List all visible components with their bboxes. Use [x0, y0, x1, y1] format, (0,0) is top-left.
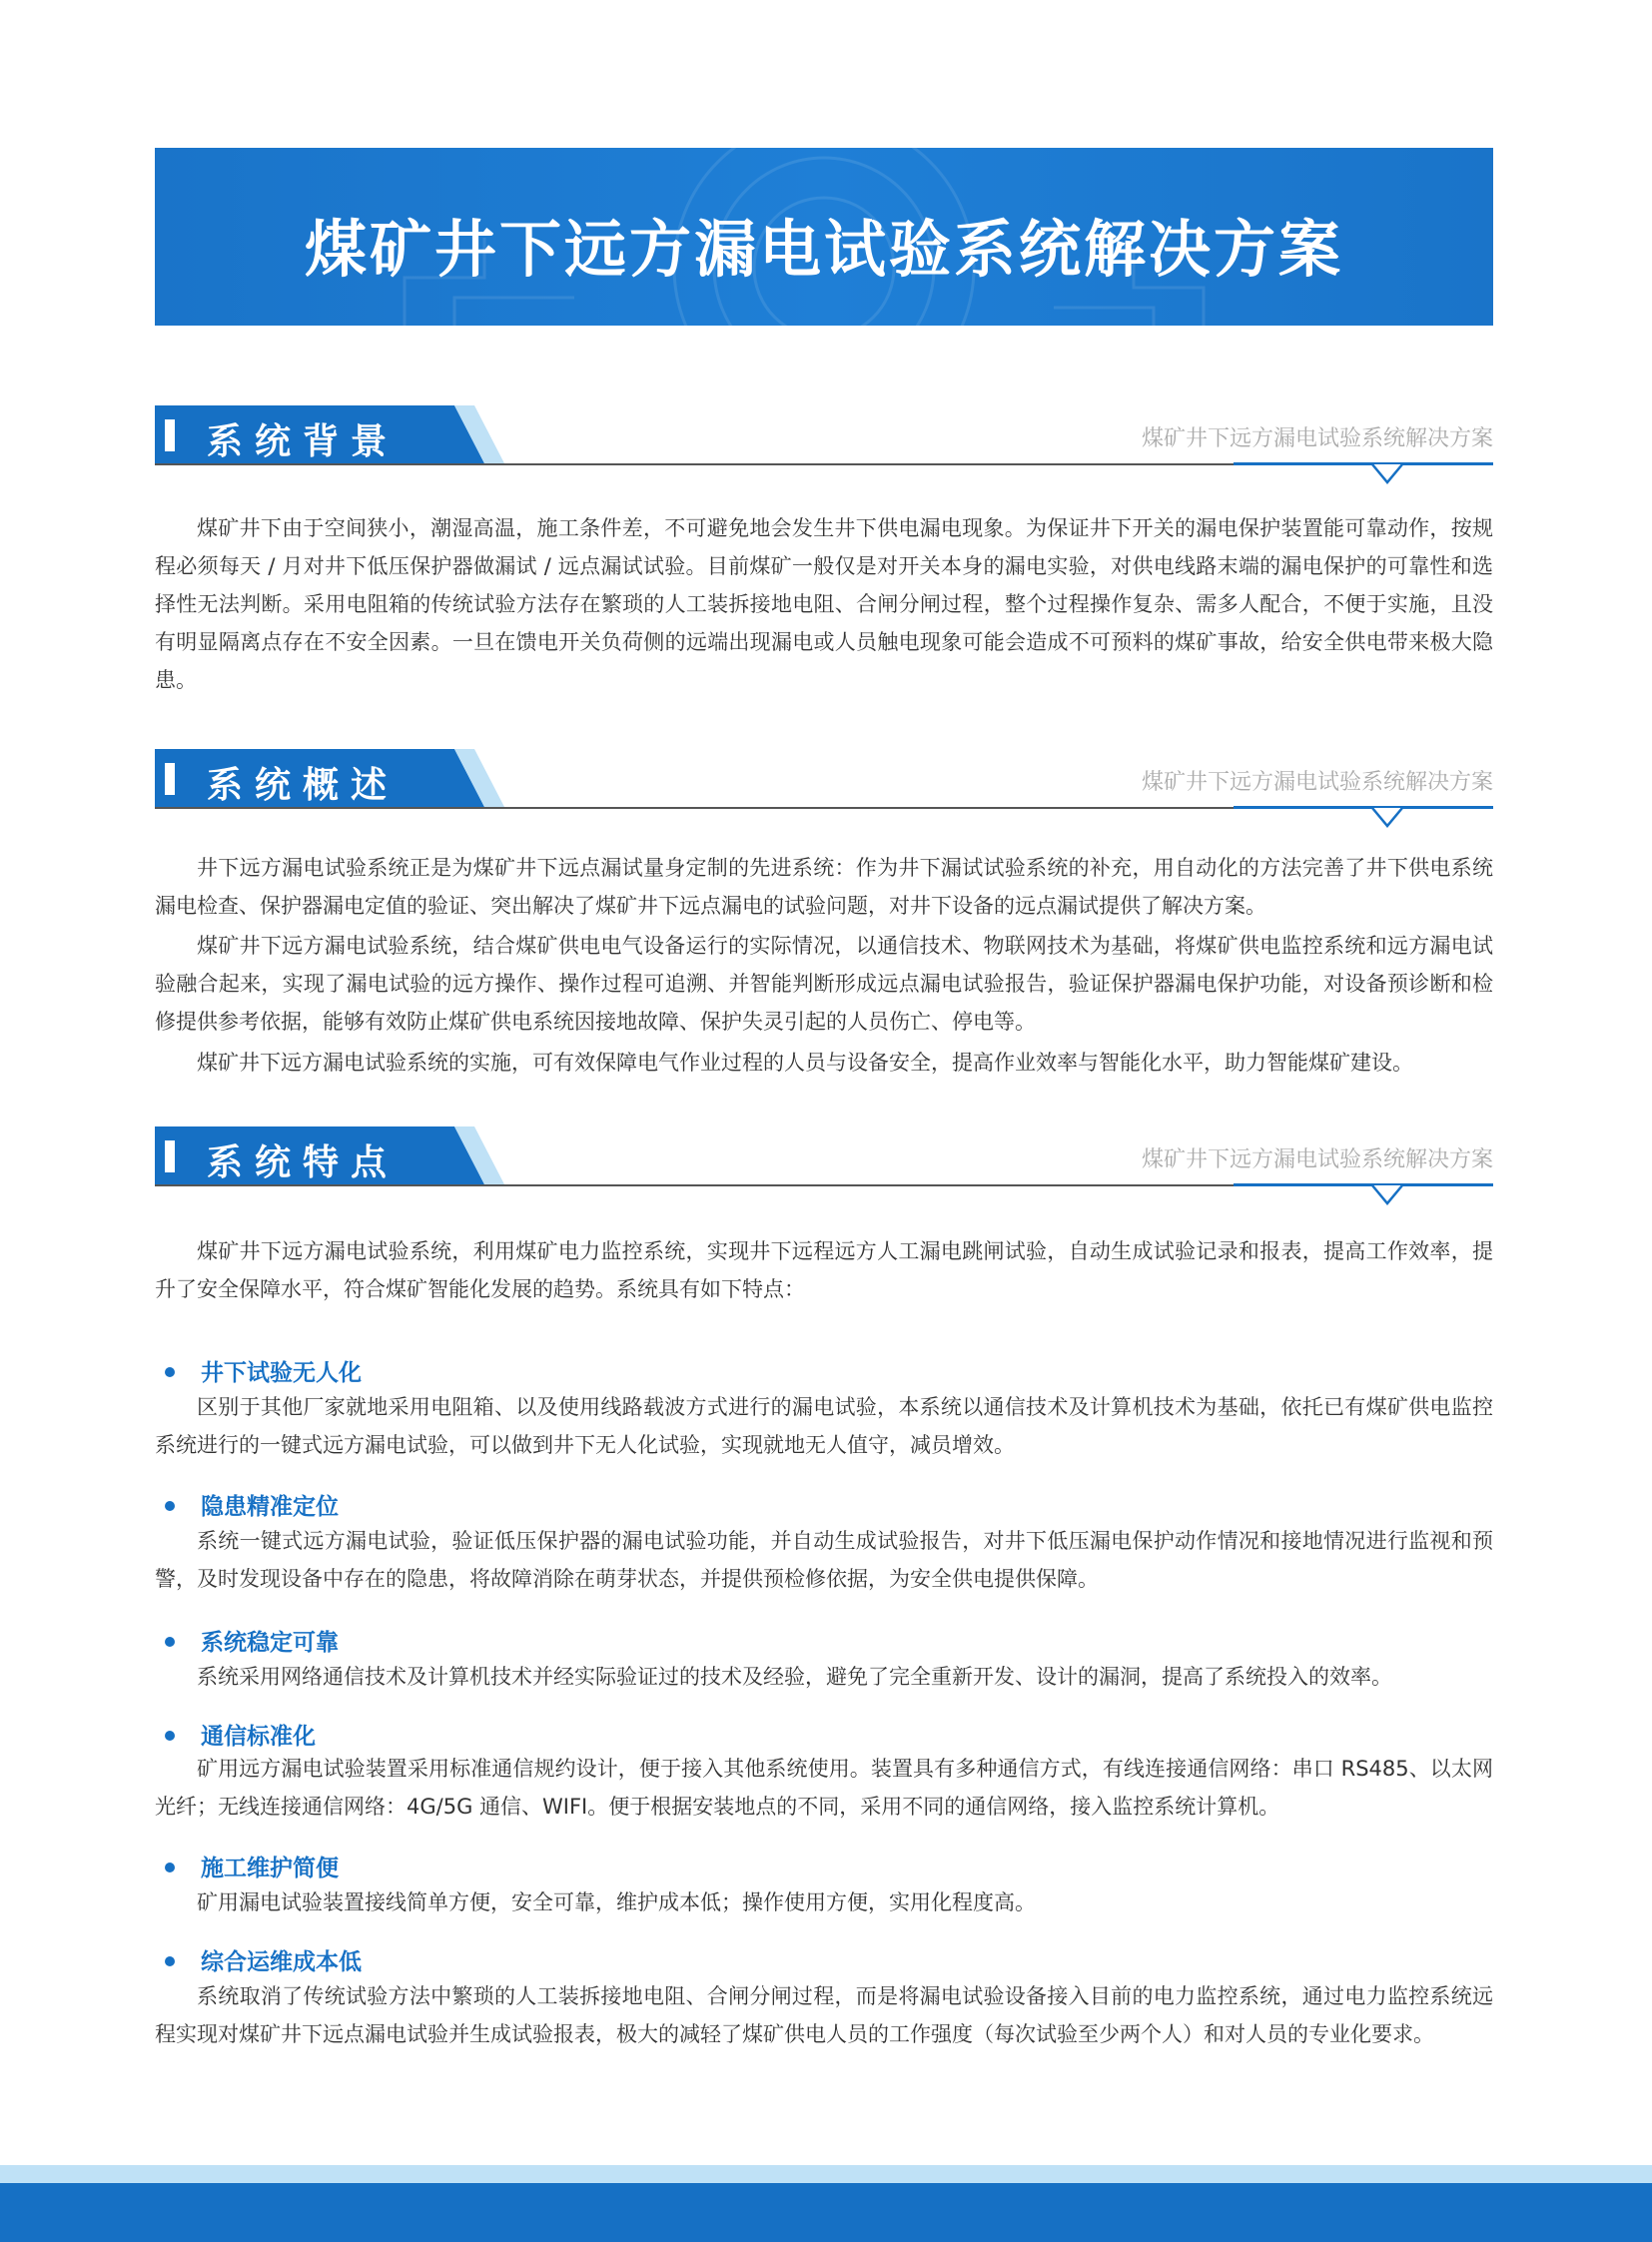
feature-title [165, 1624, 339, 1657]
chevron-down-icon [1370, 462, 1404, 486]
section-title: 系统背景 [207, 421, 400, 462]
bullet-icon [165, 1637, 175, 1647]
feature-description: 系统采用网络通信技术及计算机技术并经实际验证过的技术及经验，避免了完全重新开发、设计的漏洞，提高了系统投入的效率。 [197, 1665, 1392, 1689]
section-divider-accent [1234, 1183, 1493, 1186]
feature-description: 区别于其他厂家就地采用电阻箱、以及使用线路载波方式进行的漏电试验，本系统以通信技术及计算机技术为基础，依托已有煤矿供电监控系统进行的一键式远方漏电试验，可以做到井下无人化试验，实现就地无人值守，减员增效。 [155, 1395, 1493, 1457]
section-title: 系统概述 [207, 765, 400, 806]
paragraph: 煤矿井下由于空间狭小，潮湿高温，施工条件差，不可避免地会发生井下供电漏电现象。为保证井下开关的漏电保护装置能可靠动作，按规程必须每天 / 月对井下低压保护器做漏试 / 远点漏试试验。目前煤矿一般仅是对开关本身的漏电实验，对供电线路末端的漏电保护的可靠性和选择性无法判断。采用电阻箱的传统试验方法存在繁琐的人工装拆接地电阻、合闸分闸过程，整个过程操作复杂、需多人配合，不便于实施，且没有明显隔离点存在不安全因素。一旦在馈电开关负荷侧的远端出现漏电或人员触电现象可能会造成不可预料的煤矿事故，给安全供电带来极大隐患。 [155, 516, 1493, 692]
section-divider-accent [1234, 462, 1493, 465]
feature-title-text: 井下试验无人化 [201, 1360, 362, 1386]
feature-description: 系统取消了传统试验方法中繁琐的人工装拆接地电阻、合闸分闸过程，而是将漏电试验设备接入目前的电力监控系统，通过电力监控系统远程实现对煤矿井下远点漏电试验并生成试验报表，极大的减轻了煤矿供电人员的工作强度（每次试验至少两个人）和对人员的专业化要求。 [155, 1984, 1493, 2046]
footer-band [0, 2183, 1652, 2242]
paragraph: 煤矿井下远方漏电试验系统，利用煤矿电力监控系统，实现井下远程远方人工漏电跳闸试验，自动生成试验记录和报表，提高工作效率，提升了安全保障水平，符合煤矿智能化发展的趋势。系统具有如下特点： [155, 1239, 1493, 1301]
feature-title [165, 1488, 339, 1521]
title-banner [155, 148, 1493, 326]
section-title: 系统特点 [207, 1142, 400, 1183]
feature-title [165, 1943, 362, 1976]
section-header-overview [155, 749, 1493, 819]
feature-title [165, 1850, 339, 1882]
section-marker [165, 419, 175, 451]
bullet-icon [165, 1956, 175, 1966]
paragraph: 煤矿井下远方漏电试验系统的实施，可有效保障电气作业过程的人员与设备安全，提高作业效率与智能化水平，助力智能煤矿建设。 [197, 1051, 1413, 1075]
section-header-background [155, 405, 1493, 475]
section-marker [165, 763, 175, 795]
page-title: 煤矿井下远方漏电试验系统解决方案 [304, 213, 1343, 286]
chevron-down-icon [1370, 806, 1404, 830]
feature-title [165, 1718, 316, 1751]
section-subtitle: 煤矿井下远方漏电试验系统解决方案 [1141, 426, 1493, 451]
bullet-icon [165, 1501, 175, 1511]
bullet-icon [165, 1367, 175, 1377]
paragraph: 井下远方漏电试验系统正是为煤矿井下远点漏试量身定制的先进系统：作为井下漏试试验系统的补充，用自动化的方法完善了井下供电系统漏电检查、保护器漏电定值的验证、突出解决了煤矿井下远点漏电的试验问题，对井下设备的远点漏试提供了解决方案。 [155, 856, 1493, 918]
chevron-down-icon [1370, 1183, 1404, 1207]
paragraph: 煤矿井下远方漏电试验系统，结合煤矿供电电气设备运行的实际情况，以通信技术、物联网技术为基础，将煤矿供电监控系统和远方漏电试验融合起来，实现了漏电试验的远方操作、操作过程可追溯、并智能判断形成远点漏电试验报告，验证保护器漏电保护功能，对设备预诊断和检修提供参考依据，能够有效防止煤矿供电系统因接地故障、保护失灵引起的人员伤亡、停电等。 [155, 934, 1493, 1034]
section-subtitle: 煤矿井下远方漏电试验系统解决方案 [1141, 1147, 1493, 1172]
feature-title-text: 施工维护简便 [201, 1856, 339, 1881]
feature-title-text: 通信标准化 [201, 1724, 316, 1750]
feature-title [165, 1354, 362, 1387]
feature-description: 系统一键式远方漏电试验，验证低压保护器的漏电试验功能，并自动生成试验报告，对井下低压漏电保护动作情况和接地情况进行监视和预警，及时发现设备中存在的隐患，将故障消除在萌芽状态，并提供预检修依据，为安全供电提供保障。 [155, 1529, 1493, 1591]
section-divider-accent [1234, 806, 1493, 809]
section-marker [165, 1140, 175, 1172]
footer-accent-band [0, 2165, 1652, 2183]
feature-description: 矿用远方漏电试验装置采用标准通信规约设计，便于接入其他系统使用。装置具有多种通信方式，有线连接通信网络：串口 RS485、以太网光纤；无线连接通信网络：4G/5G 通信、WIFI。便于根据安装地点的不同，采用不同的通信网络，接入监控系统计算机。 [155, 1757, 1493, 1819]
feature-title-text: 系统稳定可靠 [201, 1630, 339, 1656]
feature-title-text: 综合运维成本低 [201, 1949, 362, 1975]
feature-title-text: 隐患精准定位 [201, 1494, 339, 1520]
bullet-icon [165, 1731, 175, 1741]
bullet-icon [165, 1863, 175, 1872]
section-subtitle: 煤矿井下远方漏电试验系统解决方案 [1141, 770, 1493, 795]
feature-description: 矿用漏电试验装置接线简单方便，安全可靠，维护成本低；操作使用方便，实用化程度高。 [197, 1890, 1036, 1914]
section-header-features [155, 1126, 1493, 1196]
